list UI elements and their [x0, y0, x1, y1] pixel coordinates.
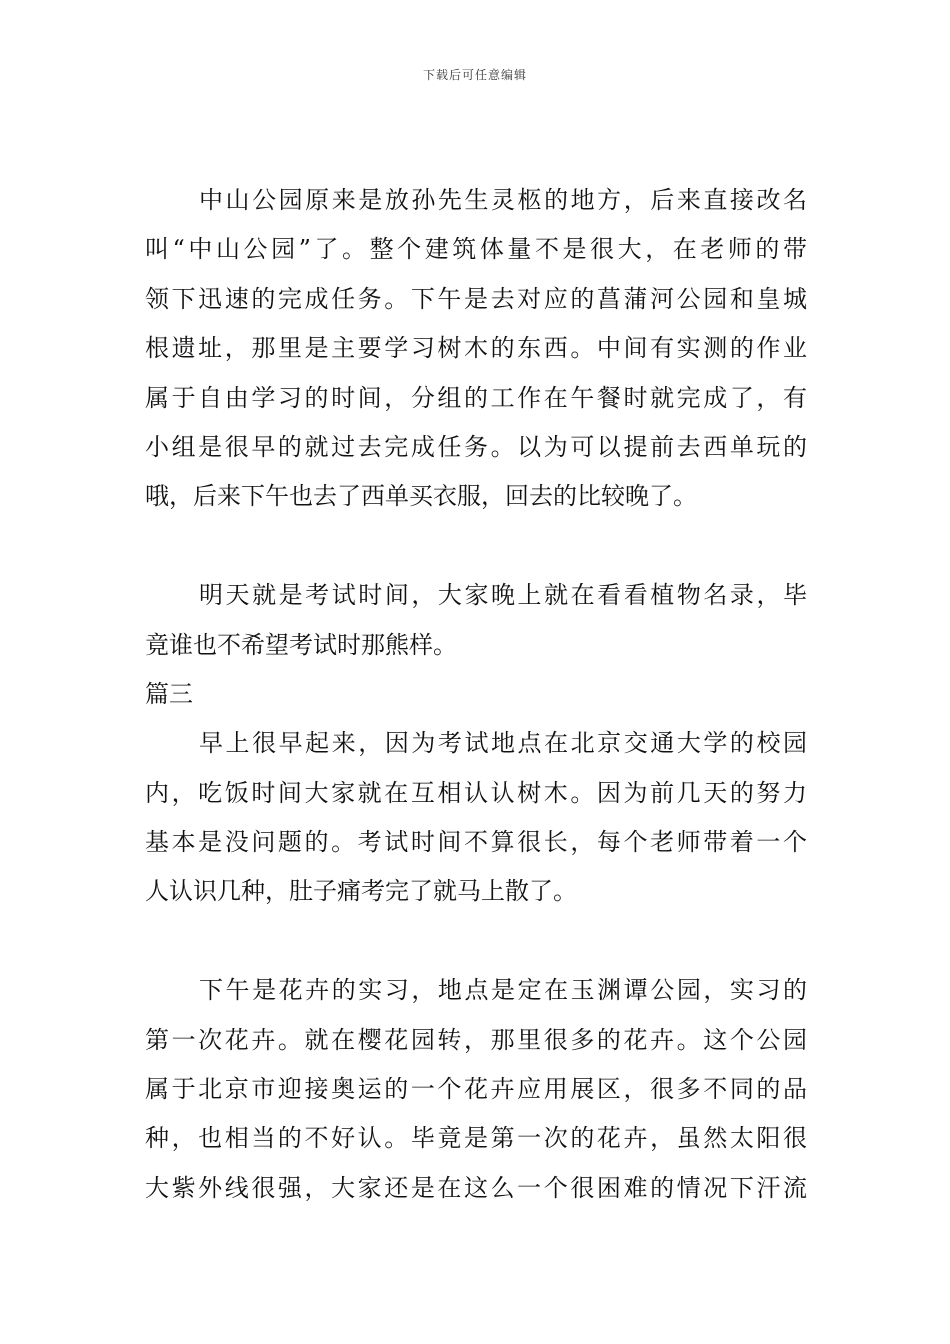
paragraph-exam-tomorrow: [145, 571, 807, 670]
paragraph-line: 属于自由学习的时间，分组的工作在午餐时就完成了，有: [145, 383, 807, 412]
paragraph-line: 内，吃饭时间大家就在互相认认树木。因为前几天的努力: [145, 778, 807, 807]
paragraph-line: 早上很早起来，因为考试地点在北京交通大学的校园: [199, 729, 807, 758]
paragraph-line: 下午是花卉的实习，地点是定在玉渊谭公园，实习的: [199, 976, 807, 1005]
paragraph-line: 基本是没问题的。考试时间不算很长，每个老师带着一个: [145, 828, 807, 857]
paragraph-line: 属于北京市迎接奥运的一个花卉应用展区，很多不同的品: [145, 1075, 807, 1104]
paragraph-line: 竟谁也不希望考试时那熊样。: [145, 630, 457, 659]
paragraph-line: 大紫外线很强，大家还是在这么一个很困难的情况下汗流: [145, 1173, 807, 1202]
paragraph-flower-practice: [145, 966, 807, 1213]
paragraph-line: 根遗址，那里是主要学习树木的东西。中间有实测的作业: [145, 334, 807, 363]
paragraph-line: 第一次花卉。就在樱花园转，那里很多的花卉。这个公园: [145, 1025, 807, 1054]
paragraph-line: 人认识几种，肚子痛考完了就马上散了。: [145, 877, 577, 906]
paragraph-line: 种，也相当的不好认。毕竟是第一次的花卉，虽然太阳很: [145, 1124, 807, 1153]
paragraph-line: 哦，后来下午也去了西单买衣服，回去的比较晚了。: [145, 482, 697, 511]
paragraph-line: 明天就是考试时间，大家晚上就在看看植物名录，毕: [199, 581, 807, 610]
paragraph-line: 中山公园原来是放孙先生灵柩的地方，后来直接改名: [199, 186, 807, 214]
paragraph-line: 叫“中山公园”了。整个建筑体量不是很大，在老师的带: [145, 235, 807, 264]
paragraph-gap: [145, 917, 807, 966]
paragraph-line: 领下迅速的完成任务。下午是去对应的菖蒲河公园和皇城: [145, 284, 807, 313]
document-body: [145, 176, 807, 1213]
paragraph-line: 小组是很早的就过去完成任务。以为可以提前去西单玩的: [145, 432, 807, 461]
paragraph-zhongshan-park: [145, 176, 807, 522]
section-heading: 篇三: [145, 679, 193, 708]
paragraph-exam-morning: [145, 719, 807, 917]
header-note: 下载后可任意编辑: [422, 68, 527, 82]
paragraph-gap: [145, 522, 807, 571]
